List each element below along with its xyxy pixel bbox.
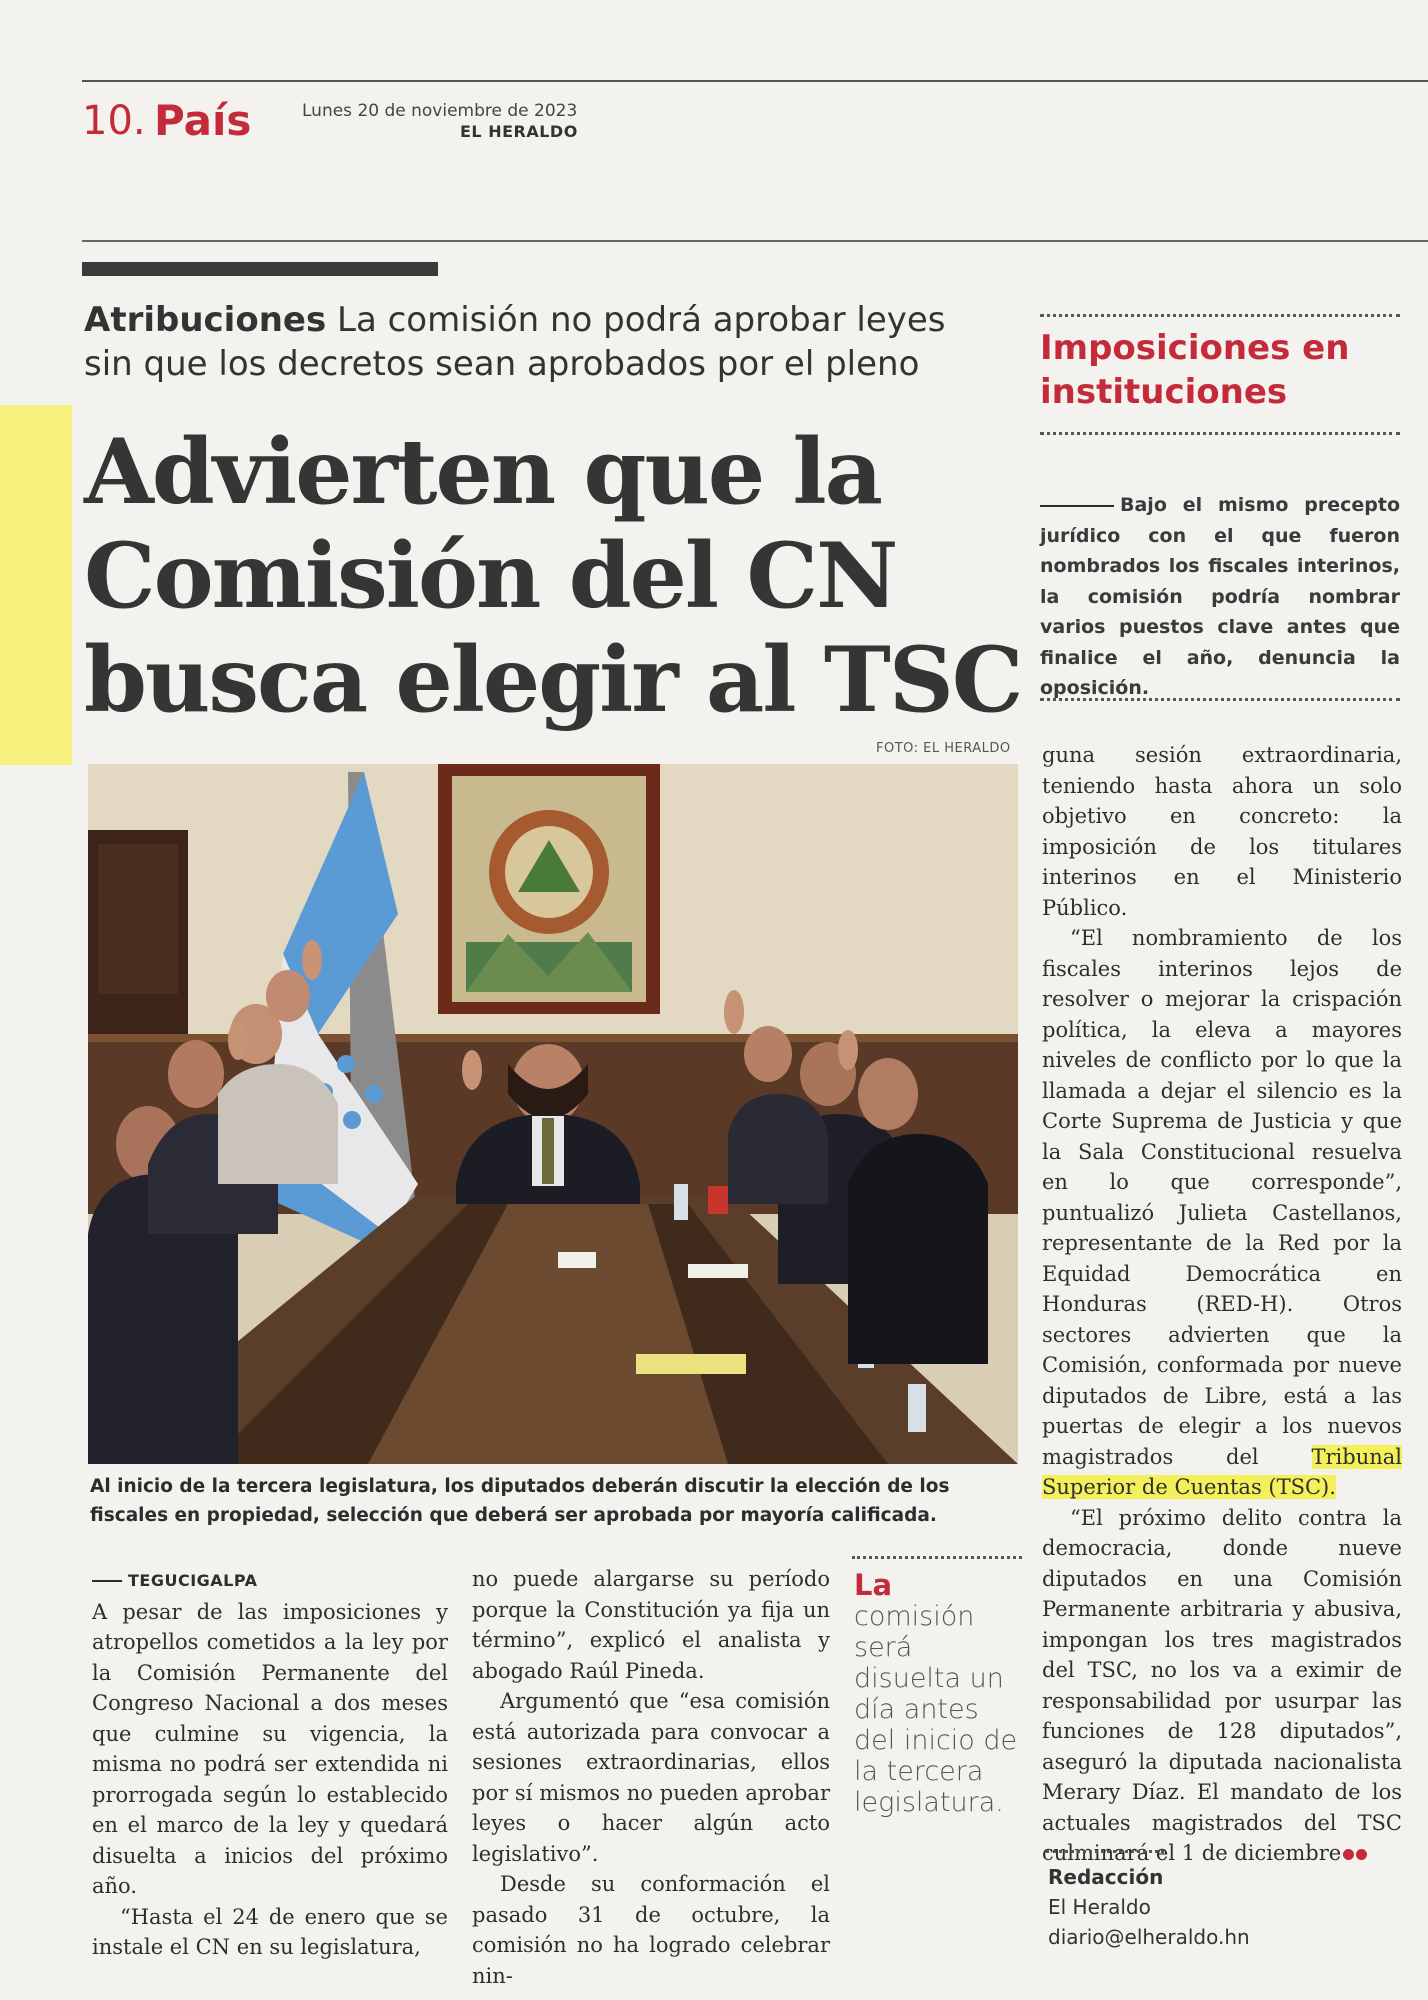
page-number: 10.	[82, 98, 146, 144]
highlighter-mark	[0, 405, 72, 765]
issue-date: Lunes 20 de noviembre de 2023	[302, 101, 578, 121]
pull-quote-rule	[852, 1556, 1022, 1559]
end-mark-icon	[1343, 1849, 1354, 1860]
kicker-bar	[82, 262, 438, 276]
sidebar-body	[1040, 490, 1400, 704]
section-name: País	[154, 96, 252, 145]
paragraph	[1042, 923, 1402, 1503]
headline-line-3: busca elegir al TSC	[84, 627, 1022, 733]
sidebar-rule-top	[1040, 314, 1400, 317]
article-column-3	[1042, 740, 1402, 1869]
pull-quote-text: comisión será disuelta un día antes del inicio de la tercera legislatura.	[854, 1601, 1018, 1818]
byline-rule	[1046, 1850, 1164, 1853]
paragraph-text: “El próximo delito contra la democracia, donde nueve diputados en una Comisión Permanente arbitraria y abusiva, impongan los tres magistrados del TSC, no los va a eximir de responsabilidad por usurpar las funciones de 128 diputados”, aseguró la diputada nacionalista Merary Díaz. El mandato de los actuales magistrados del TSC culminará el 1 de diciembre	[1042, 1505, 1402, 1865]
dateline-text: TEGUCIGALPA	[128, 1571, 258, 1590]
paragraph: no puede alargarse su período porque la Constitución ya fija un término”, explicó el analista y abogado Raúl Pineda.	[472, 1567, 830, 1683]
article-deck	[84, 298, 984, 386]
header-divider	[82, 240, 1428, 242]
deck-text: La comisión no podrá aprobar leyes sin que los decretos sean aprobados por el pleno	[84, 300, 946, 384]
paragraph: guna sesión extraordinaria, teniendo hasta ahora un solo objetivo en concreto: la imposición de los titulares interinos en el Ministerio Público.	[1042, 743, 1402, 920]
sidebar-lead-rule	[1040, 505, 1114, 507]
byline-title: Redacción	[1048, 1865, 1164, 1889]
sidebar-rule-mid	[1040, 432, 1400, 435]
photo-caption: Al inicio de la tercera legislatura, los diputados deberán discutir la elección de los fiscales en propiedad, selección que deberá ser aprobada por mayoría calificada.	[90, 1476, 950, 1526]
deck-lead: Atribuciones	[84, 300, 327, 340]
paragraph: Desde su conformación el pasado 31 de octubre, la comisión no ha logrado celebrar nin-	[472, 1872, 830, 1988]
dateline	[92, 1564, 448, 1597]
sidebar-rule-bottom	[1040, 698, 1400, 701]
pull-quote	[854, 1570, 1026, 1818]
header-rule	[82, 80, 1428, 82]
paragraph	[1042, 1503, 1402, 1869]
article-photo	[88, 764, 1018, 1464]
paragraph: A pesar de las imposiciones y atropellos cometidos a la ley por la Comisión Permanente del Congreso Nacional a dos meses que culmine su vigencia, la misma no podrá ser extendida ni prorrogada según lo establecido en el marco de la ley y quedará disuelta a inicios del próximo año.	[92, 1599, 448, 1898]
newspaper-name: EL HERALDO	[460, 122, 578, 141]
article-column-2	[472, 1564, 830, 1991]
paragraph: “Hasta el 24 de enero que se instale el CN en su legislatura,	[92, 1904, 448, 1959]
pull-quote-lead: La	[854, 1568, 893, 1602]
photo-credit: FOTO: EL HERALDO	[876, 741, 1011, 756]
paragraph-text: “El nombramiento de los fiscales interinos lejos de resolver o mejorar la crispación política, la eleva a mayores niveles de conflicto por lo que la llamada a dejar el silencio es la Corte Suprema de Justicia y que la Sala Constitucional resuelva en lo que corresponde”, puntualizó Julieta Castellanos, representante de la Red por la Equidad Democrática en Honduras (RED-H). Otros sectores advierten que la Comisión, conformada por nueve diputados de Libre, está a las puertas de elegir a los nuevos magistrados del	[1042, 926, 1402, 1469]
byline-email: diario@elheraldo.hn	[1048, 1925, 1250, 1949]
dateline-rule	[92, 1580, 122, 1582]
byline	[1048, 1862, 1250, 1952]
article-headline	[84, 420, 1044, 732]
headline-line-1: Advierten que la	[84, 419, 881, 525]
sidebar-title: Imposiciones en instituciones	[1040, 328, 1350, 412]
sidebar-text: Bajo el mismo precepto jurídico con el que fueron nombrados los fiscales interinos, la comisión podría nombrar varios puestos clave antes que finalice el año, denuncia la oposición.	[1040, 494, 1400, 699]
photo-illustration	[88, 764, 1018, 1464]
highlighted-text: Tribunal Superior de Cuentas (TSC).	[1042, 1444, 1402, 1499]
end-mark-icon	[1356, 1849, 1367, 1860]
paragraph: Argumentó que “esa comisión está autorizada para convocar a sesiones extraordinarias, ellos por sí mismos no pueden aprobar leyes o hacer algún acto legislativo”.	[472, 1689, 830, 1866]
article-column-1	[92, 1564, 448, 1963]
byline-outlet: El Heraldo	[1048, 1895, 1151, 1919]
headline-line-2: Comisión del CN	[84, 523, 897, 629]
